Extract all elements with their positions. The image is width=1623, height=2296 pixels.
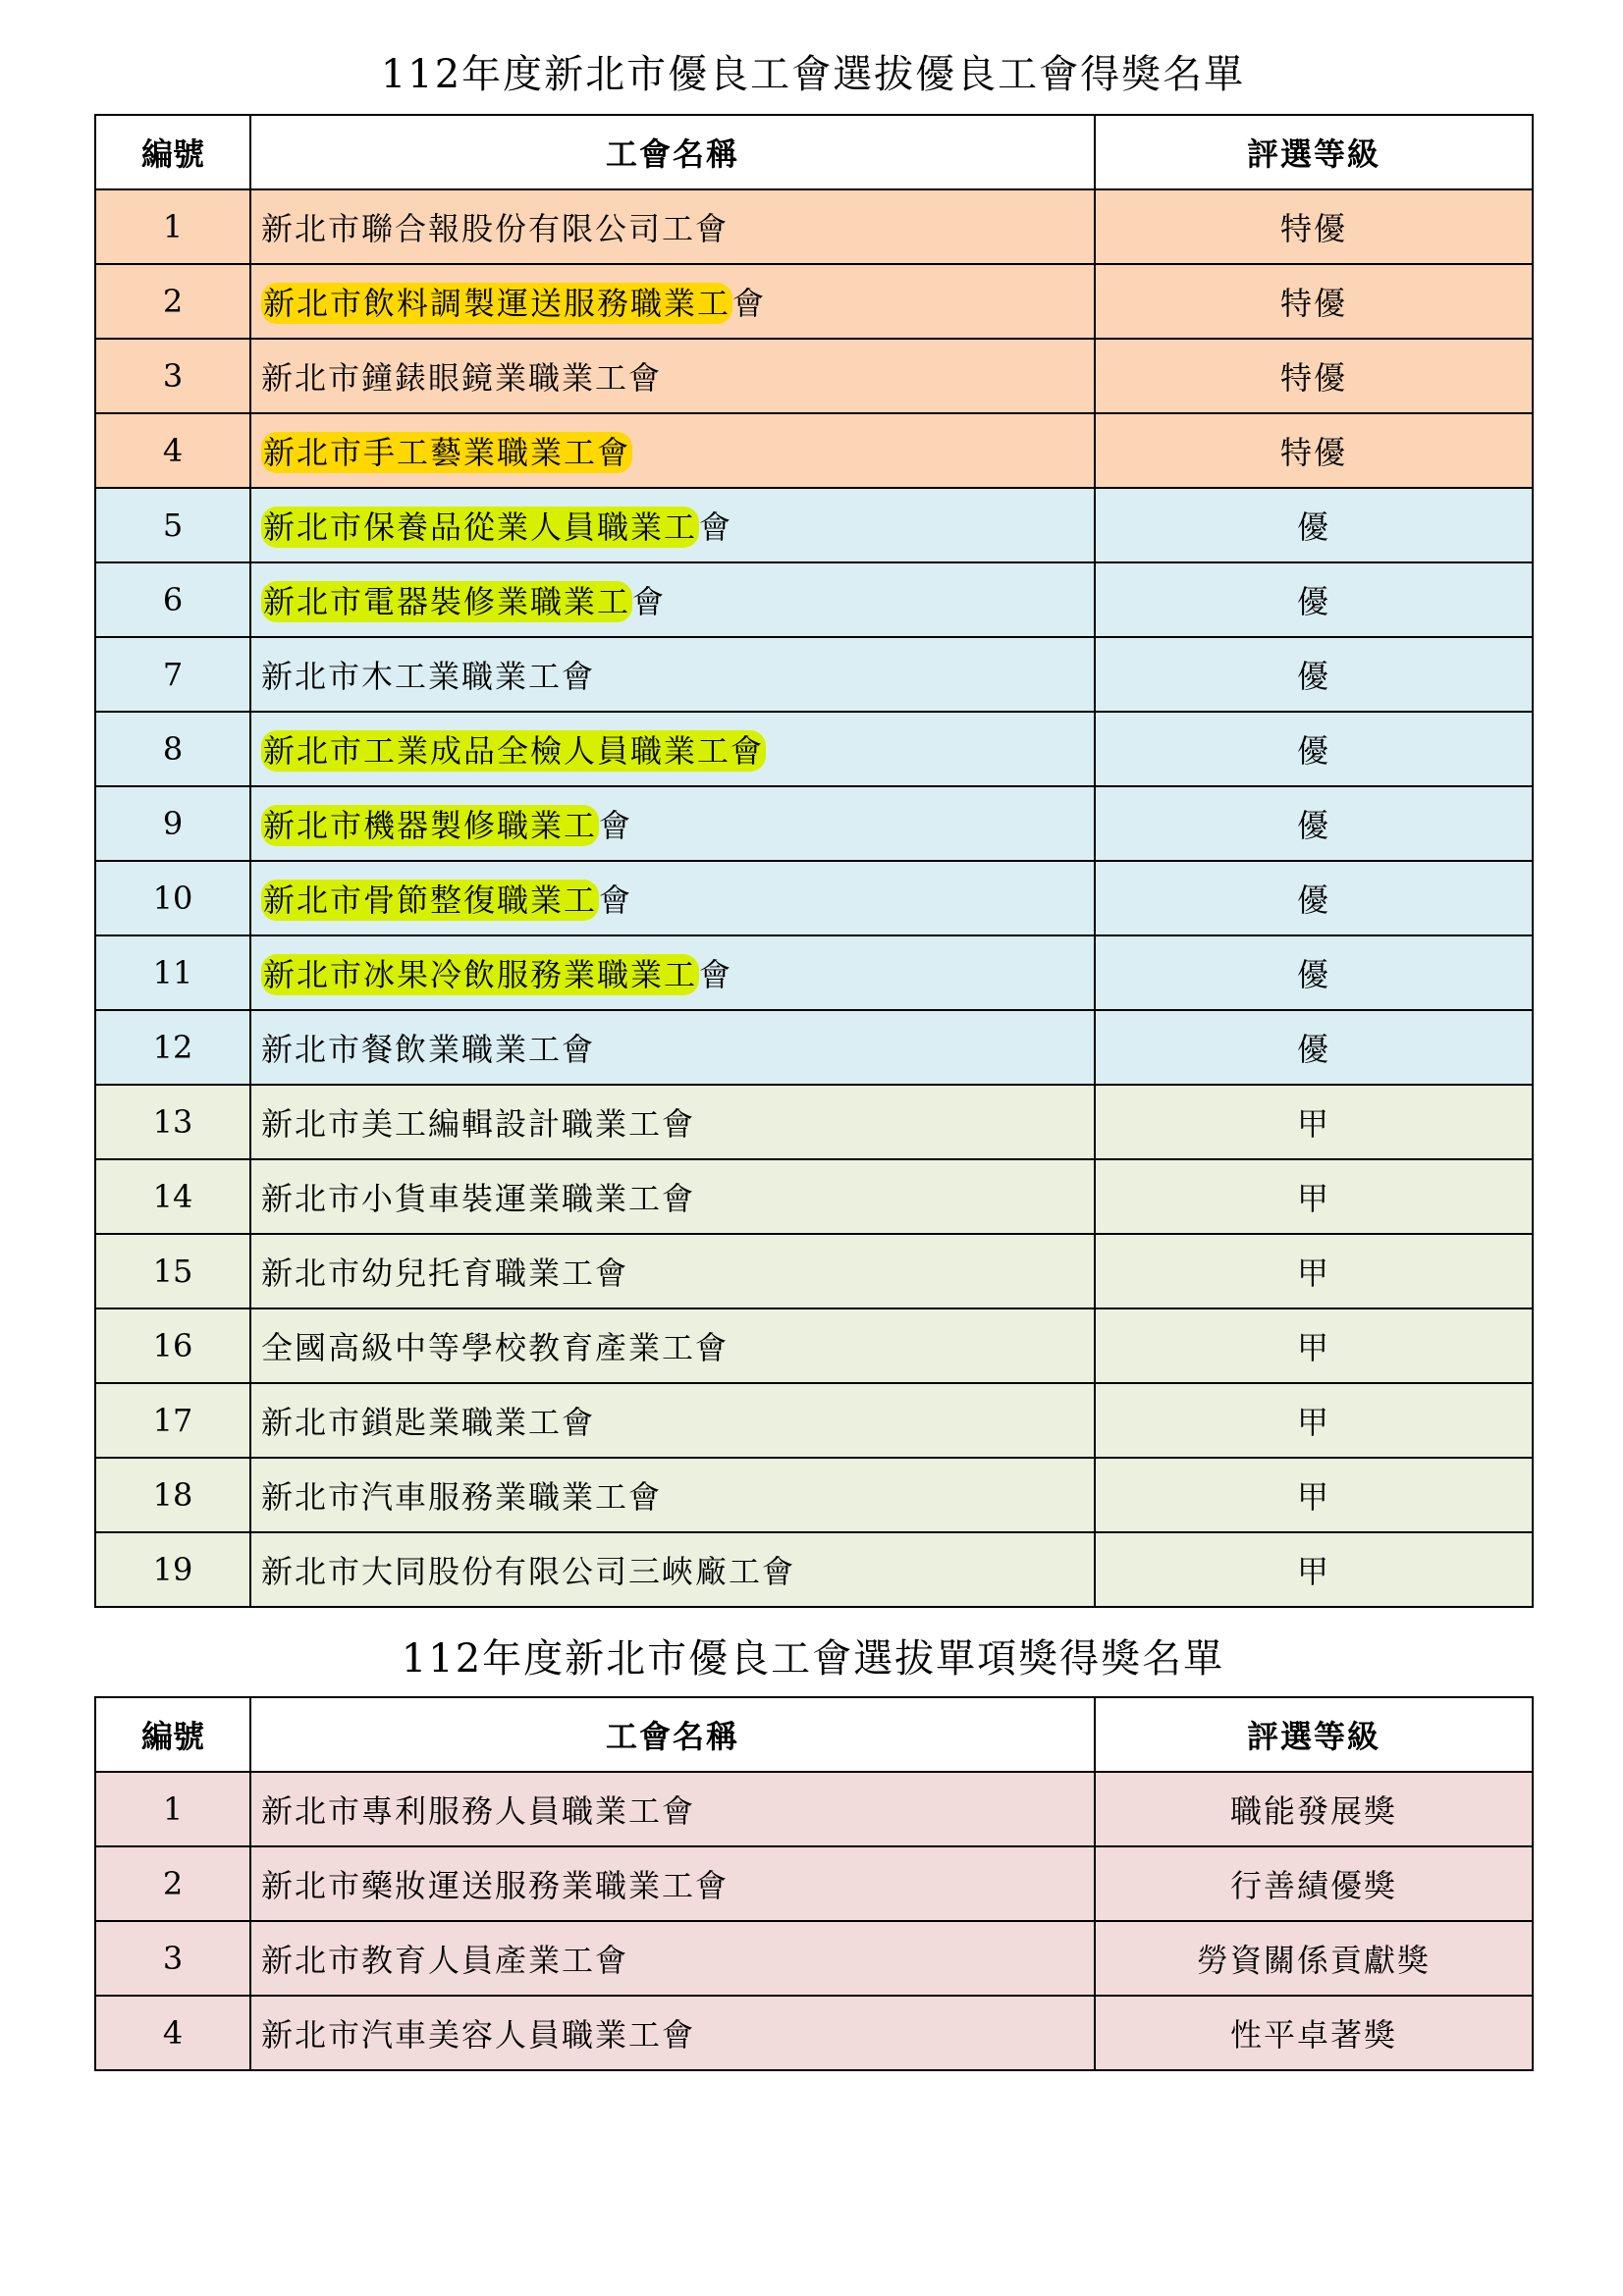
union-name: 新北市冰果冷飲服務業職業工會 xyxy=(250,935,1095,1010)
table-row xyxy=(95,935,1533,1010)
row-number: 6 xyxy=(95,562,250,637)
union-name: 新北市工業成品全檢人員職業工會 xyxy=(250,712,1095,786)
row-number: 17 xyxy=(95,1383,250,1458)
union-name: 新北市機器製修職業工會 xyxy=(250,786,1095,861)
header-grade: 評選等級 xyxy=(1095,1697,1533,1772)
row-number: 5 xyxy=(95,488,250,562)
award-grade: 甲 xyxy=(1095,1159,1533,1234)
award-grade: 優 xyxy=(1095,562,1533,637)
table-header-row xyxy=(95,115,1533,189)
table-row xyxy=(95,413,1533,488)
single-award-title: 112年度新北市優良工會選拔單項獎得獎名單 xyxy=(401,1636,1225,1682)
award-grade: 特優 xyxy=(1095,189,1533,264)
union-name: 新北市幼兒托育職業工會 xyxy=(250,1234,1095,1308)
award-grade: 優 xyxy=(1095,786,1533,861)
main-award-table xyxy=(94,114,1534,1608)
union-name: 新北市聯合報股份有限公司工會 xyxy=(250,189,1095,264)
union-name: 新北市木工業職業工會 xyxy=(250,637,1095,712)
union-name: 新北市專利服務人員職業工會 xyxy=(250,1772,1095,1846)
row-number: 1 xyxy=(95,189,250,264)
union-name: 新北市小貨車裝運業職業工會 xyxy=(250,1159,1095,1234)
main-award-title: 112年度新北市優良工會選拔優良工會得獎名單 xyxy=(380,52,1246,97)
union-name: 全國高級中等學校教育產業工會 xyxy=(250,1308,1095,1383)
row-number: 11 xyxy=(95,935,250,1010)
union-name: 新北市保養品從業人員職業工會 xyxy=(250,488,1095,562)
table-row xyxy=(95,1458,1533,1532)
union-name: 新北市鎖匙業職業工會 xyxy=(250,1383,1095,1458)
row-number: 3 xyxy=(95,1921,250,1996)
table-row xyxy=(95,1159,1533,1234)
union-name: 新北市美工編輯設計職業工會 xyxy=(250,1085,1095,1159)
award-grade: 甲 xyxy=(1095,1383,1533,1458)
union-name: 新北市飲料調製運送服務職業工會 xyxy=(250,264,1095,339)
award-grade: 優 xyxy=(1095,1010,1533,1085)
row-number: 10 xyxy=(95,861,250,935)
union-name: 新北市骨節整復職業工會 xyxy=(250,861,1095,935)
table-row xyxy=(95,786,1533,861)
table-row xyxy=(95,339,1533,413)
award-grade: 甲 xyxy=(1095,1308,1533,1383)
union-name: 新北市藥妝運送服務業職業工會 xyxy=(250,1846,1095,1921)
row-number: 16 xyxy=(95,1308,250,1383)
award-grade: 特優 xyxy=(1095,413,1533,488)
row-number: 8 xyxy=(95,712,250,786)
award-grade: 職能發展獎 xyxy=(1095,1772,1533,1846)
table-row xyxy=(95,264,1533,339)
row-number: 2 xyxy=(95,1846,250,1921)
header-name: 工會名稱 xyxy=(250,1697,1095,1772)
award-grade: 甲 xyxy=(1095,1458,1533,1532)
union-name: 新北市餐飲業職業工會 xyxy=(250,1010,1095,1085)
union-name: 新北市汽車服務業職業工會 xyxy=(250,1458,1095,1532)
union-name: 新北市教育人員產業工會 xyxy=(250,1921,1095,1996)
award-grade: 甲 xyxy=(1095,1234,1533,1308)
table-row xyxy=(95,488,1533,562)
table-row xyxy=(95,189,1533,264)
table-row xyxy=(95,562,1533,637)
row-number: 4 xyxy=(95,413,250,488)
table-row xyxy=(95,1846,1533,1921)
row-number: 14 xyxy=(95,1159,250,1234)
table-row xyxy=(95,1383,1533,1458)
row-number: 18 xyxy=(95,1458,250,1532)
header-no: 編號 xyxy=(95,115,250,189)
award-grade: 優 xyxy=(1095,637,1533,712)
table-row xyxy=(95,1308,1533,1383)
award-grade: 特優 xyxy=(1095,339,1533,413)
award-grade: 特優 xyxy=(1095,264,1533,339)
table-row xyxy=(95,637,1533,712)
table-row xyxy=(95,1010,1533,1085)
row-number: 15 xyxy=(95,1234,250,1308)
award-grade: 甲 xyxy=(1095,1532,1533,1607)
award-grade: 性平卓著獎 xyxy=(1095,1996,1533,2070)
union-name: 新北市鐘錶眼鏡業職業工會 xyxy=(250,339,1095,413)
header-no: 編號 xyxy=(95,1697,250,1772)
row-number: 13 xyxy=(95,1085,250,1159)
award-grade: 優 xyxy=(1095,488,1533,562)
table-header-row xyxy=(95,1697,1533,1772)
header-grade: 評選等級 xyxy=(1095,115,1533,189)
award-grade: 優 xyxy=(1095,712,1533,786)
award-grade: 優 xyxy=(1095,935,1533,1010)
award-grade: 甲 xyxy=(1095,1085,1533,1159)
row-number: 1 xyxy=(95,1772,250,1846)
row-number: 9 xyxy=(95,786,250,861)
award-grade: 行善績優獎 xyxy=(1095,1846,1533,1921)
table-row xyxy=(95,1532,1533,1607)
union-name: 新北市大同股份有限公司三峽廠工會 xyxy=(250,1532,1095,1607)
row-number: 4 xyxy=(95,1996,250,2070)
union-name: 新北市手工藝業職業工會 xyxy=(250,413,1095,488)
row-number: 19 xyxy=(95,1532,250,1607)
row-number: 7 xyxy=(95,637,250,712)
union-name: 新北市電器裝修業職業工會 xyxy=(250,562,1095,637)
row-number: 12 xyxy=(95,1010,250,1085)
union-name: 新北市汽車美容人員職業工會 xyxy=(250,1996,1095,2070)
table-row xyxy=(95,1234,1533,1308)
single-award-table xyxy=(94,1696,1534,2071)
table-row xyxy=(95,1996,1533,2070)
header-name: 工會名稱 xyxy=(250,115,1095,189)
table-row xyxy=(95,1085,1533,1159)
table-row xyxy=(95,1772,1533,1846)
row-number: 2 xyxy=(95,264,250,339)
row-number: 3 xyxy=(95,339,250,413)
table-row xyxy=(95,1921,1533,1996)
award-grade: 勞資關係貢獻獎 xyxy=(1095,1921,1533,1996)
table-row xyxy=(95,861,1533,935)
table-row xyxy=(95,712,1533,786)
award-grade: 優 xyxy=(1095,861,1533,935)
